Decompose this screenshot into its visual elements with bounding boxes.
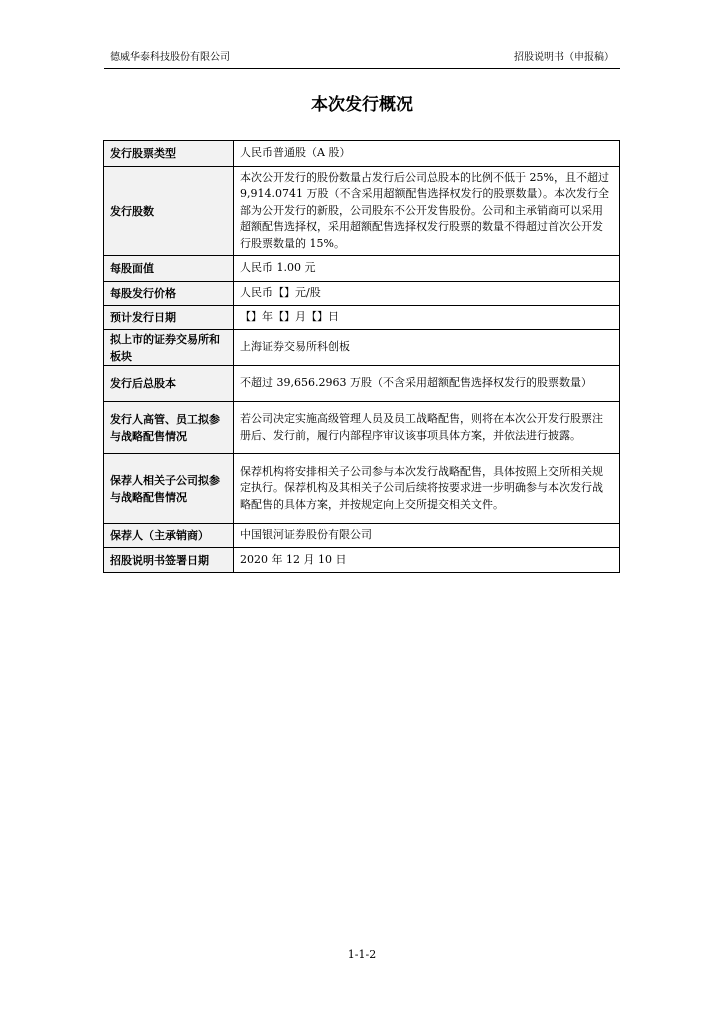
table-row: [104, 330, 619, 366]
row-label: 保荐人相关子公司拟参与战略配售情况: [104, 454, 234, 523]
table-row: [104, 402, 619, 454]
document-type: 招股说明书（申报稿）: [514, 52, 614, 63]
row-label: 发行股数: [104, 167, 234, 255]
table-row: [104, 454, 619, 524]
row-label: 保荐人（主承销商）: [104, 524, 234, 547]
row-value: [234, 141, 619, 166]
row-value: [234, 282, 619, 305]
company-name: 德威华泰科技股份有限公司: [110, 52, 230, 63]
row-value-text: 上海证券交易所科创板: [240, 340, 350, 354]
row-label: 拟上市的证券交易所和板块: [104, 330, 234, 365]
page-title: 本次发行概况: [311, 95, 413, 115]
offering-summary-table: [103, 140, 620, 573]
table-row: [104, 167, 619, 256]
row-value-text: 不超过 39,656.2963 万股（不含采用超额配售选择权发行的股票数量）: [240, 376, 592, 390]
row-value: [234, 402, 619, 453]
table-row: [104, 141, 619, 167]
row-value: [234, 524, 619, 547]
row-value: [234, 167, 619, 255]
row-label: 发行后总股本: [104, 366, 234, 401]
row-value: [234, 330, 619, 365]
table-row: [104, 524, 619, 548]
row-value-text: 【】年【】月【】日: [240, 310, 339, 324]
table-row: [104, 282, 619, 306]
row-value-text: 若公司决定实施高级管理人员及员工战略配售，则将在本次公开发行股票注册后、发行前，履行内部程序审议该事项具体方案，并依法进行披露。: [240, 412, 603, 442]
row-label: 每股面值: [104, 256, 234, 281]
row-value-text: 本次公开发行的股份数量占发行后公司总股本的比例不低于 25%，且不超过 9,914.0741 万股（不含采用超额配售选择权发行的股票数量）。本次发行全部为公开发行的新股，公司股东不公开发售股份。公司和主承销商可以采用超额配售选择权，采用超额配售选择权发行股票的数量不得超过首次公开发行股票数量的 15%。: [240, 170, 609, 250]
row-label: 每股发行价格: [104, 282, 234, 305]
row-value: [234, 306, 619, 329]
row-value: [234, 366, 619, 401]
row-label: 发行人高管、员工拟参与战略配售情况: [104, 402, 234, 453]
table-row: [104, 306, 619, 330]
row-value: [234, 548, 619, 572]
page-number: 1-1-2: [347, 948, 377, 961]
row-value: [234, 256, 619, 281]
row-value-text: 人民币【】元/股: [240, 286, 321, 300]
row-value-text: 保荐机构将安排相关子公司参与本次发行战略配售，具体按照上交所相关规定执行。保荐机构及其相关子公司后续将按要求进一步明确参与本次发行战略配售的具体方案，并按规定向上交所提交相关文件。: [240, 464, 603, 511]
row-label: 预计发行日期: [104, 306, 234, 329]
table-row: [104, 256, 619, 282]
row-value-text: 人民币 1.00 元: [240, 261, 316, 275]
table-row: [104, 548, 619, 572]
row-value-text: 人民币普通股（A 股）: [240, 146, 351, 160]
page-header: [104, 50, 620, 69]
row-label: 招股说明书签署日期: [104, 548, 234, 572]
row-value-text: 2020 年 12 月 10 日: [240, 552, 347, 566]
row-value: [234, 454, 619, 523]
row-value-text: 中国银河证券股份有限公司: [240, 528, 372, 542]
row-label: 发行股票类型: [104, 141, 234, 166]
table-row: [104, 366, 619, 402]
